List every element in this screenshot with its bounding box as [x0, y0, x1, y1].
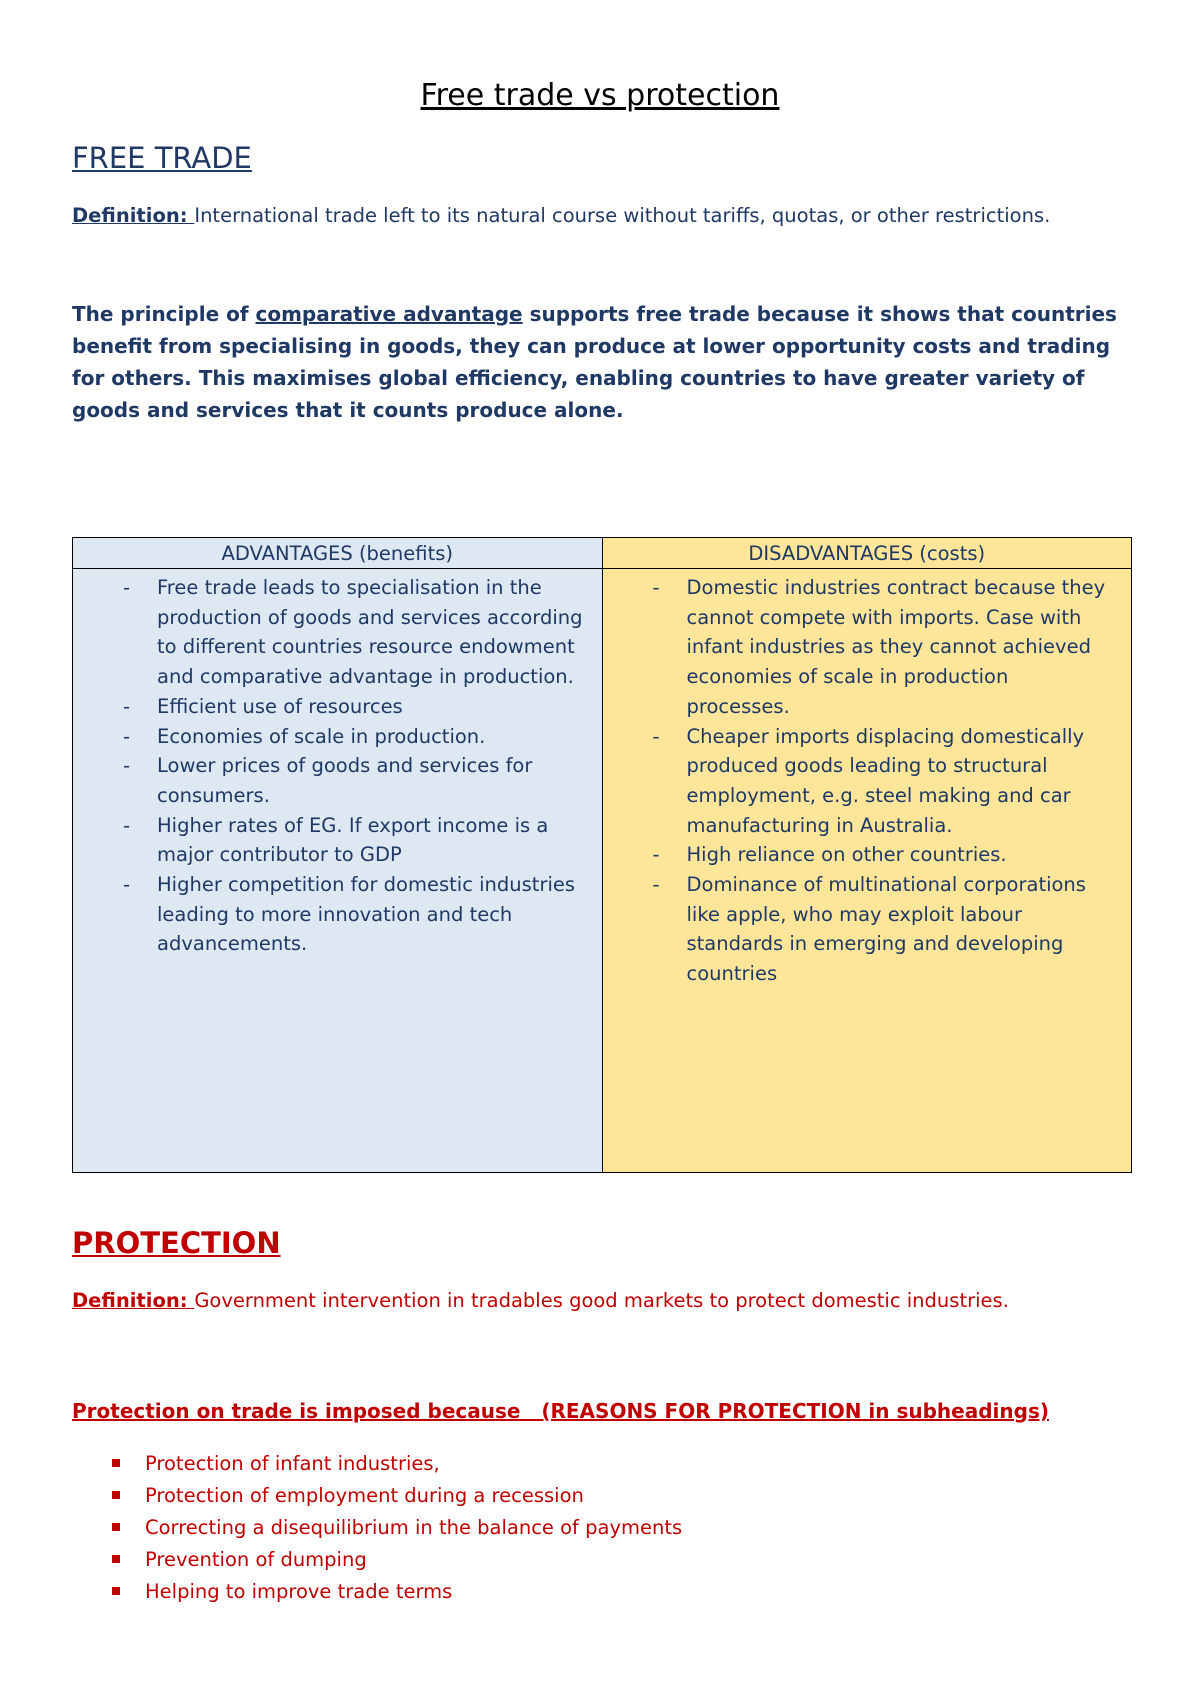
protection-definition	[72, 1289, 1132, 1312]
list-item	[73, 573, 588, 692]
protection-heading: PROTECTION	[72, 1226, 281, 1260]
list-item	[72, 1480, 682, 1512]
advantages-header: ADVANTAGES (benefits)	[73, 538, 603, 569]
list-item	[73, 751, 588, 810]
list-item	[73, 811, 588, 870]
disadvantages-cell	[602, 569, 1132, 1173]
paragraph-body: supports free trade because it shows that countries benefit from specialising in goods, they can produce at lower opportunity costs and trading for others. This maximises global efficiency, enabling countries to have greater variety of goods and services that it counts produce alone.	[72, 302, 1117, 422]
list-item	[73, 692, 588, 722]
list-item-text: Dominance of multinational corporations like apple, who may exploit labour standards in emerging and developing countries	[686, 873, 1086, 986]
comparative-advantage-term: comparative advantage	[255, 302, 523, 326]
advantages-disadvantages-table	[72, 537, 1132, 1173]
comparative-advantage-paragraph	[72, 298, 1137, 426]
list-item-text: Higher competition for domestic industries leading to more innovation and tech advancements.	[157, 873, 576, 956]
square-bullet-icon	[112, 1459, 120, 1467]
advantages-list	[73, 569, 602, 959]
disadvantages-list	[603, 569, 1132, 989]
protection-reasons-title: Protection on trade is imposed because (REASONS FOR PROTECTION in subheadings)	[72, 1399, 1049, 1423]
list-item-text: Cheaper imports displacing domestically produced goods leading to structural employment, e.g. steel making and car manufacturing in Australia.	[686, 724, 1085, 837]
list-item-text: Efficient use of resources	[157, 694, 403, 718]
definition-label: Definition:	[72, 1289, 195, 1312]
square-bullet-icon	[112, 1587, 120, 1595]
dash-bullet: -	[652, 843, 660, 867]
document-title: Free trade vs protection	[420, 78, 780, 113]
list-item-text: Higher rates of EG. If export income is a major contributor to GDP	[157, 813, 549, 867]
list-item-text: High reliance on other countries.	[686, 843, 1007, 867]
square-bullet-icon	[112, 1491, 120, 1499]
list-item	[603, 840, 1118, 870]
dash-bullet: -	[652, 724, 660, 748]
dash-bullet: -	[652, 576, 660, 599]
list-item-text: Free trade leads to specialisation in the production of goods and services according to different countries resource endowment and comparative advantage in production.	[157, 576, 583, 689]
dash-bullet: -	[123, 576, 131, 599]
dash-bullet: -	[123, 724, 131, 748]
definition-text: International trade left to its natural course without tariffs, quotas, or other restrictions.	[194, 204, 1051, 227]
list-item	[72, 1512, 682, 1544]
square-bullet-icon	[112, 1523, 120, 1531]
paragraph-lead: The principle of	[72, 302, 256, 326]
list-item-text: Prevention of dumping	[145, 1548, 367, 1571]
list-item	[72, 1544, 682, 1576]
list-item-text: Domestic industries contract because they cannot compete with imports. Case with infant industries as they cannot achieved economies of scale in production processes.	[686, 576, 1106, 718]
list-item-text: Protection of employment during a recession	[145, 1484, 584, 1507]
definition-label: Definition:	[72, 204, 195, 227]
definition-text: Government intervention in tradables good markets to protect domestic industries.	[194, 1289, 1009, 1312]
free-trade-heading: FREE TRADE	[72, 141, 252, 175]
dash-bullet: -	[123, 813, 131, 837]
advantages-cell	[73, 569, 603, 1173]
list-item	[73, 722, 588, 752]
square-bullet-icon	[112, 1555, 120, 1563]
list-item	[72, 1448, 682, 1480]
disadvantages-header: DISADVANTAGES (costs)	[602, 538, 1132, 569]
list-item	[603, 870, 1118, 989]
list-item-text: Protection of infant industries,	[145, 1452, 440, 1475]
list-item-text: Correcting a disequilibrium in the balance of payments	[145, 1516, 683, 1539]
dash-bullet: -	[123, 754, 131, 778]
list-item-text: Lower prices of goods and services for consumers.	[157, 754, 533, 807]
list-item	[73, 870, 588, 959]
list-item-text: Helping to improve trade terms	[145, 1580, 453, 1603]
dash-bullet: -	[652, 873, 660, 897]
dash-bullet: -	[123, 873, 131, 897]
list-item	[603, 722, 1118, 841]
list-item	[72, 1576, 682, 1608]
list-item-text: Economies of scale in production.	[157, 724, 486, 748]
free-trade-definition	[72, 204, 1132, 227]
list-item	[603, 573, 1118, 722]
protection-reasons-list	[72, 1448, 682, 1608]
dash-bullet: -	[123, 694, 131, 718]
